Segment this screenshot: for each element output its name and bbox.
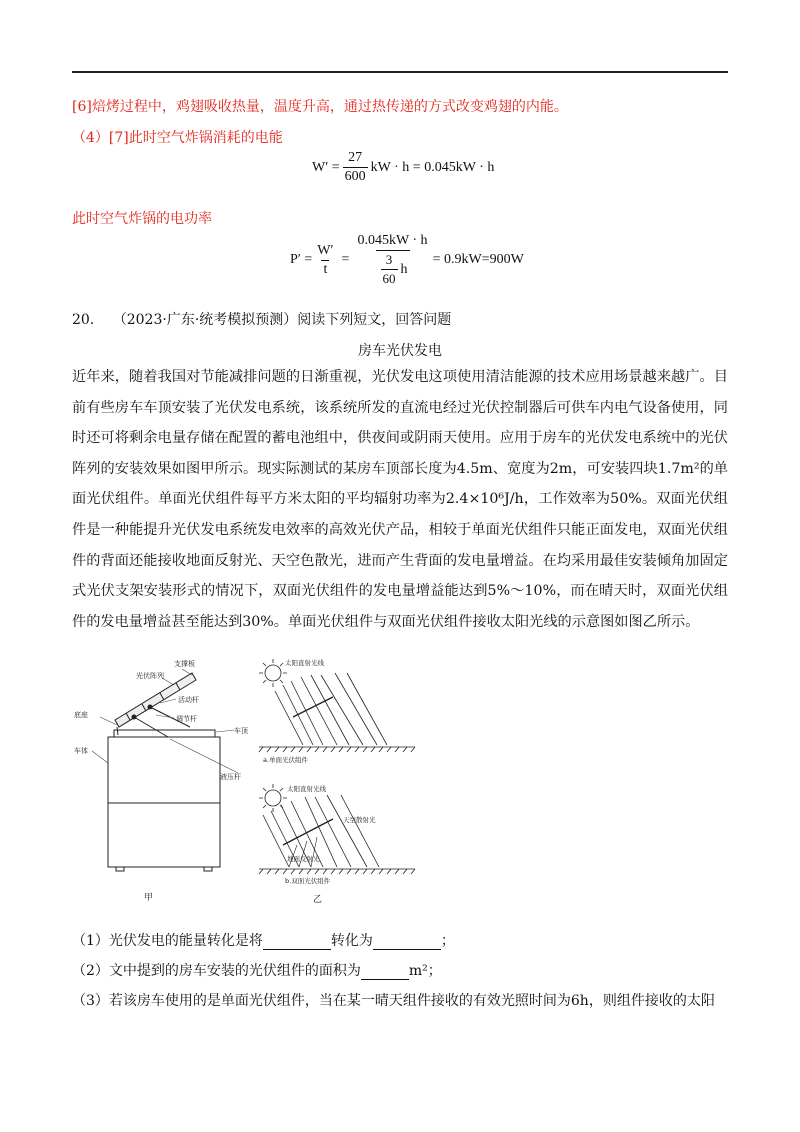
caption-a: a.单面光伏组件 (263, 756, 309, 764)
q2-text-c: ； (427, 963, 442, 979)
power-lhs: P′ = (290, 252, 313, 267)
energy-fraction (343, 150, 368, 185)
power-numerator-2: 0.045kW · h (357, 233, 428, 248)
power-fraction-2 (355, 233, 429, 287)
label-hydraulic-rod: 液压杆 (220, 773, 241, 781)
power-rhs: = 0.9kW=900W (432, 252, 524, 267)
pv-panel-array (115, 673, 196, 737)
label-body: 车体 (74, 747, 88, 755)
sub-question-2 (72, 960, 442, 980)
sub-question-1 (72, 930, 455, 950)
power-numerator-1: W′ (317, 242, 334, 258)
power-fraction-1 (315, 243, 335, 278)
label-b-sky-scatter: 天空散射光 (343, 816, 376, 824)
ground-a (259, 747, 415, 752)
energy-numerator: 27 (348, 150, 363, 165)
q1-text-a: （1）光伏发电的能量转化是将 (72, 933, 263, 949)
article-paragraph (72, 362, 728, 637)
power-formula (290, 233, 524, 287)
power-denominator-2 (376, 250, 410, 287)
question-number: 20． (72, 312, 104, 328)
q1-blank-1[interactable] (263, 934, 331, 950)
figure-jia-caption: 甲 (144, 893, 154, 903)
label-movable-rod: 活动杆 (178, 696, 199, 704)
label-b-sun-rays: 太阳直射光线 (287, 785, 326, 793)
sun-icon-a (259, 659, 287, 687)
energy-lhs: W′ = (312, 159, 340, 175)
article-title: 房车光伏发电 (358, 343, 442, 359)
answer-part4-heading: （4）[7]此时空气炸锅消耗的电能 (72, 130, 283, 146)
figure-jia-rv-diagram (70, 655, 250, 905)
q2-text-a: （2）文中提到的房车安装的光伏组件的面积为 (72, 963, 361, 979)
power-denominator-1: t (323, 261, 328, 277)
label-support-board: 支撑板 (174, 660, 195, 668)
q1-text-b: 转化为 (330, 933, 373, 949)
question-header (72, 309, 451, 329)
leader-lines (92, 669, 238, 773)
power-inner-fraction (381, 252, 398, 287)
energy-denominator: 600 (344, 169, 366, 184)
q1-text-c: ； (440, 933, 455, 949)
power-equals: = (341, 252, 350, 267)
label-pv-array: 光伏阵列 (136, 672, 164, 680)
energy-rhs: kW · h = 0.045kW · h (370, 159, 495, 175)
power-inner-unit: h (400, 261, 408, 277)
header-rule (72, 71, 728, 73)
energy-formula (312, 150, 494, 185)
label-base: 底座 (74, 711, 88, 719)
sub-question-3: （3）若该房车使用的是单面光伏组件，当在某一晴天组件接收的有效光照时间为6h，则组件接收的太阳 (72, 993, 715, 1009)
caption-b: b.双面光伏组件 (285, 877, 331, 885)
power-inner-numerator: 3 (385, 252, 393, 267)
label-a-sun-rays: 太阳直射光线 (285, 659, 324, 667)
rv-body-box (108, 737, 220, 867)
q2-blank[interactable] (361, 964, 409, 980)
q2-unit: m² (408, 963, 428, 979)
label-roof: 车顶 (234, 727, 248, 735)
sun-icon-b (259, 784, 287, 812)
article-paragraph-text: 近年来，随着我国对节能减排问题的日渐重视，光伏发电这项使用清洁能源的技术应用场景越来越广。目前有些房车车顶安装了光伏发电系统，该系统所发的直流电经过光伏控制器后可供车内电气设备使用，同时还可将剩余电量存储在配置的蓄电池组中，供夜间或阴雨天使用。应用于房车的光伏发电系统中的光伏阵列的安装效果如图甲所示。现实际测试的某房车顶部长度为4.5m、宽度为2m，可安装四块1.7m²的单面光伏组件。单面光伏组件每平方米太阳的平均辐射功率为2.4×10⁶J/h，工作效率为50%。双面光伏组件是一种能提升光伏发电系统发电效率的高效光伏产品，相较于单面光伏组件只能正面发电，双面光伏组件的背面还能接收地面反射光、天空色散光，进而产生背面的发电量增益。在均采用最佳安装倾角加固定式光伏支架安装形式的情况下，双面光伏组件的发电量增益能达到5%～10%，而在晴天时，双面光伏组件的发电量增益甚至能达到30%。单面光伏组件与双面光伏组件接收太阳光线的示意图如图乙所示。 (72, 369, 728, 630)
figure-yi-diagram (255, 655, 425, 905)
ground-b (259, 869, 415, 874)
question-source: （2023·广东·统考模拟预测）阅读下列短文，回答问题 (112, 312, 452, 328)
figure-yi-caption: 乙 (313, 895, 323, 905)
rv-body (108, 730, 220, 871)
label-b-ground-reflect: 地面反射光 (287, 855, 320, 863)
label-adjust-rod: 调节杆 (176, 715, 197, 723)
power-heading: 此时空气炸锅的电功率 (72, 211, 212, 227)
q1-blank-2[interactable] (373, 934, 441, 950)
power-inner-denominator: 60 (382, 271, 396, 286)
sun-rays-a (275, 673, 387, 745)
answer-line-6: [6]焙烤过程中，鸡翅吸收热量，温度升高，通过热传递的方式改变鸡翅的内能。 (72, 99, 568, 115)
